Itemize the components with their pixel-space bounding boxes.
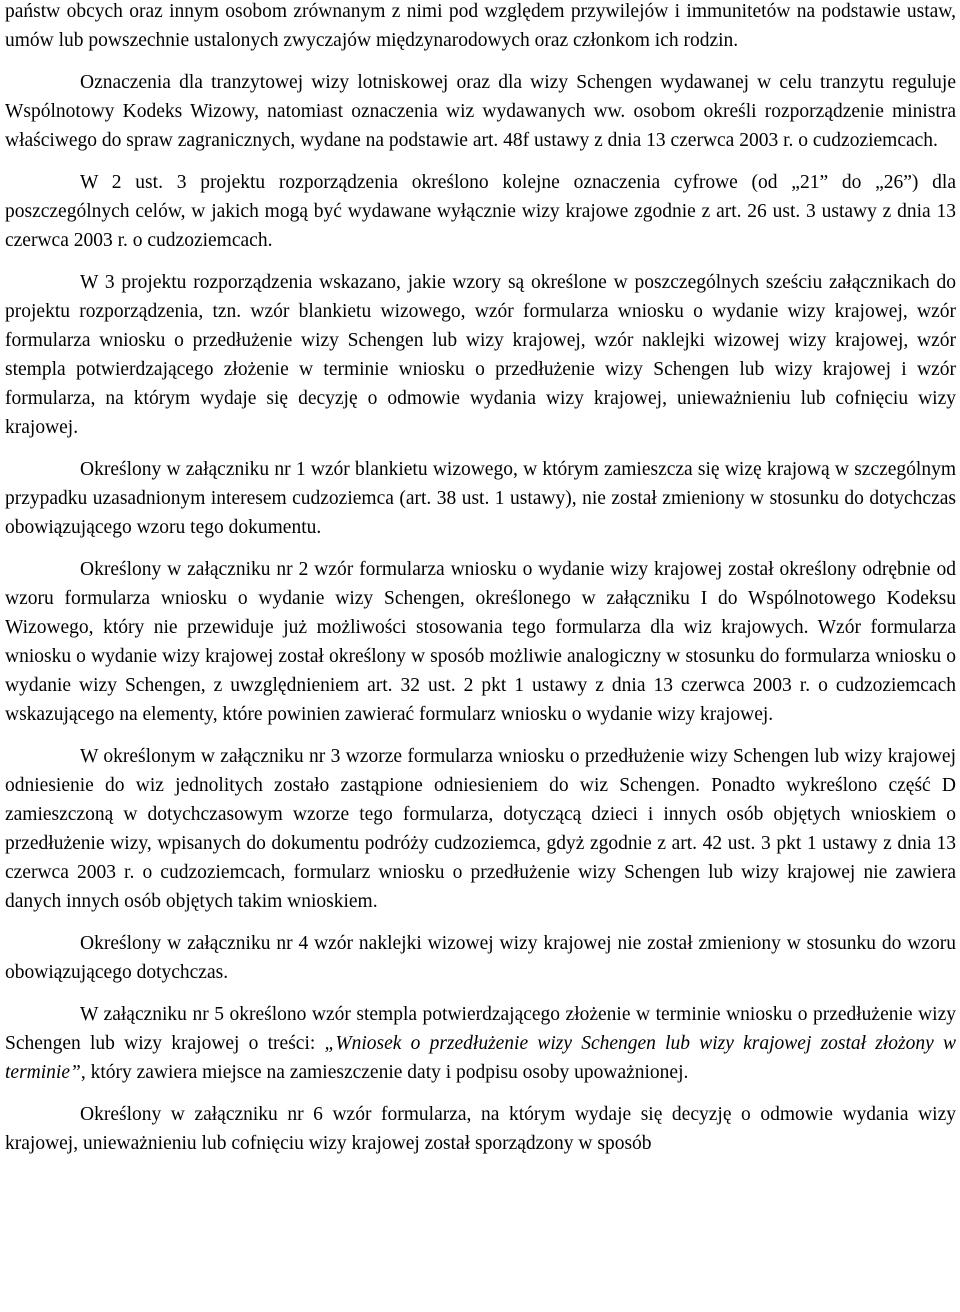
paragraph-3: W 2 ust. 3 projektu rozporządzenia określono kolejne oznaczenia cyfrowe (od „21” do „26”) dla poszczególnych celów, w jakich mogą być wydawane wyłącznie wizy krajowe zgodnie z art. 26 ust. 3 ustawy z dnia 13 czerwca 2003 r. o cudzoziemcach.	[5, 172, 956, 251]
paragraph-9-text-before: W załączniku nr 5 określono wzór stempla potwierdzającego złożenie w terminie wniosku o przedłużenie wizy Schengen lub wizy krajowej o treści:	[5, 1004, 956, 1054]
paragraph-8: Określony w załączniku nr 4 wzór naklejki wizowej wizy krajowej nie został zmieniony w stosunku do wzoru obowiązującego dotychczas.	[5, 933, 956, 983]
paragraph-2: Oznaczenia dla tranzytowej wizy lotniskowej oraz dla wizy Schengen wydawanej w celu tranzytu reguluje Wspólnotowy Kodeks Wizowy, natomiast oznaczenia wiz wydawanych ww. osobom określi rozporządzenie ministra właściwego do spraw zagranicznych, wydane na podstawie art. 48f ustawy z dnia 13 czerwca 2003 r. o cudzoziemcach.	[5, 72, 956, 151]
paragraph-10: Określony w załączniku nr 6 wzór formularza, na którym wydaje się decyzję o odmowie wydania wizy krajowej, unieważnieniu lub cofnięciu wizy krajowej został sporządzony w sposób	[5, 1104, 956, 1154]
paragraph-7: W określonym w załączniku nr 3 wzorze formularza wniosku o przedłużenie wizy Schengen lub wizy krajowej odniesienie do wiz jednolitych zostało zastąpione odniesieniem do wiz Schengen. Ponadto wykreślono część D zamieszczoną w dotychczasowym wzorze tego formularza, dotyczącą dzieci i innych osób objętych wnioskiem o przedłużenie wizy, wpisanych do dokumentu podróży cudzoziemca, gdyż zgodnie z art. 42 ust. 3 pkt 1 ustawy z dnia 13 czerwca 2003 r. o cudzoziemcach, formularz wniosku o przedłużenie wizy Schengen lub wizy krajowej nie zawiera danych innych osób objętych takim wnioskiem.	[5, 746, 956, 912]
paragraph-5: Określony w załączniku nr 1 wzór blankietu wizowego, w którym zamieszcza się wizę krajową w szczególnym przypadku uzasadnionym interesem cudzoziemca (art. 38 ust. 1 ustawy), nie został zmieniony w stosunku do dotychczas obowiązującego wzoru tego dokumentu.	[5, 459, 956, 538]
stamp-wording-quote: „Wniosek o przedłużenie wizy Schengen lub wizy krajowej został złożony w terminie”	[5, 1033, 957, 1083]
paragraph-6: Określony w załączniku nr 2 wzór formularza wniosku o wydanie wizy krajowej został określony odrębnie od wzoru formularza wniosku o wydanie wizy Schengen, określonego w załączniku I do Wspólnotowego Kodeksu Wizowego, który nie przewiduje już możliwości stosowania tego formularza dla wiz krajowych. Wzór formularza wniosku o wydanie wizy krajowej został określony w sposób możliwie analogiczny w stosunku do formularza wniosku o wydanie wizy Schengen, z uwzględnieniem art. 32 ust. 2 pkt 1 ustawy z dnia 13 czerwca 2003 r. o cudzoziemcach wskazującego na elementy, które powinien zawierać formularz wniosku o wydanie wizy krajowej.	[5, 559, 956, 725]
paragraph-1: państw obcych oraz innym osobom zrównanym z nimi pod względem przywilejów i immunitetów na podstawie ustaw, umów lub powszechnie ustalonych zwyczajów międzynarodowych oraz członkom ich rodzin.	[5, 1, 956, 51]
document-page	[5, 0, 956, 1158]
paragraph-9-text-after: , który zawiera miejsce na zamieszczenie daty i podpisu osoby upoważnionej.	[80, 1062, 689, 1083]
paragraph-9	[5, 1000, 956, 1087]
paragraph-4: W 3 projektu rozporządzenia wskazano, jakie wzory są określone w poszczególnych sześciu załącznikach do projektu rozporządzenia, tzn. wzór blankietu wizowego, wzór formularza wniosku o wydanie wizy krajowej, wzór formularza wniosku o przedłużenie wizy Schengen lub wizy krajowej, wzór naklejki wizowej wizy krajowej, wzór stempla potwierdzającego złożenie w terminie wniosku o przedłużenie wizy Schengen lub wizy krajowej i wzór formularza, na którym wydaje się decyzję o odmowie wydania wizy krajowej, unieważnieniu lub cofnięciu wizy krajowej.	[5, 272, 956, 438]
